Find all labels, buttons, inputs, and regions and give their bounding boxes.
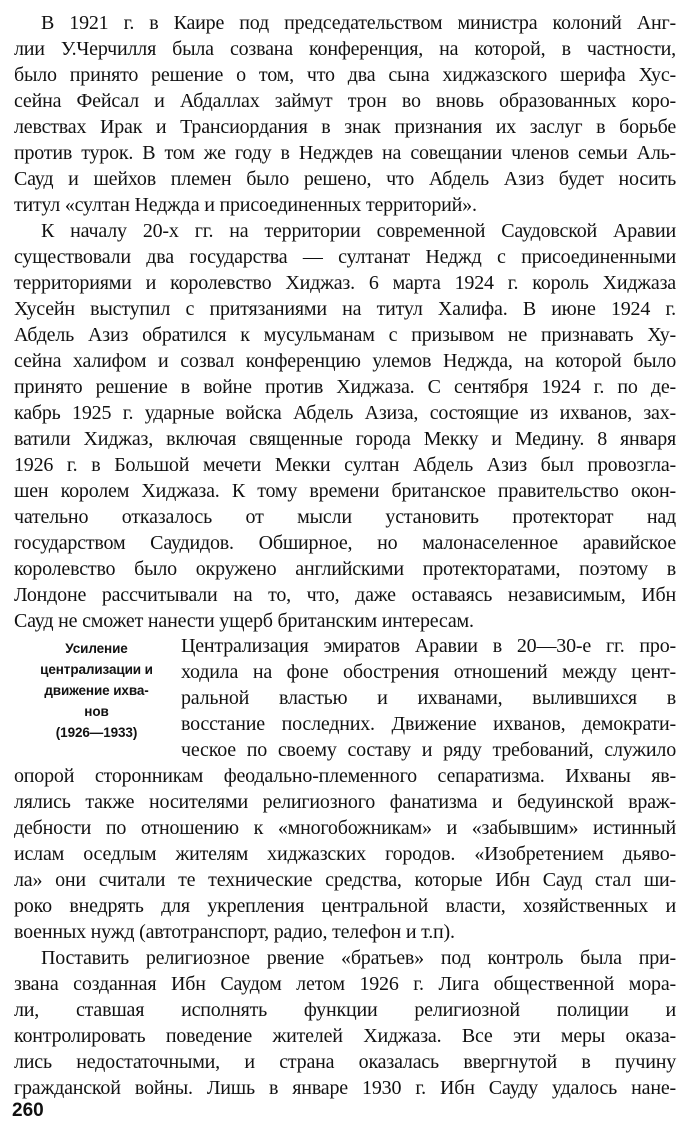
text-line: К началу 20-х гг. на территории современной Саудовской Аравии [41, 220, 676, 242]
text-line: существовали два государства — султанат Неджд с присоединенными [14, 246, 676, 268]
text-line: лись недостаточными, и страна оказалась ввергнутой в пучину [14, 1051, 676, 1073]
text-line: контролировать поведение жителей Хиджаза. Все эти меры оказа- [14, 1025, 676, 1047]
text-line: дебности по отношению к «многобожникам» и «забывшим» истинный [14, 817, 676, 839]
text-line: звана созданная Ибн Саудом летом 1926 г. Лига общественной мора- [14, 973, 676, 995]
text-line: ческое по своему составу и ряду требований, служило [181, 739, 676, 761]
text-line: опорой сторонникам феодально-племенного сепаратизма. Ихваны яв- [14, 765, 676, 787]
text-line: ли, ставшая исполнять функции религиозной полиции и [14, 999, 676, 1021]
text-line: ходила на фоне обострения отношений между цент- [181, 661, 676, 683]
text-line: принято решение в войне против Хиджаза. С сентября 1924 г. по де- [14, 376, 676, 398]
text-line: шен королем Хиджаза. К тому времени британское правительство окон- [14, 480, 676, 502]
text-line: было принято решение о том, что два сына хиджазского шерифа Хус- [14, 64, 676, 86]
text-line: лялись также носителями религиозного фанатизма и бедуинской враж- [14, 791, 676, 813]
text-line: ислам оседлым жителям хиджазских городов. «Изобретением дьяво- [14, 843, 676, 865]
text-line: Сауд и шейхов племен было решено, что Абдель Азиз будет носить [14, 168, 676, 190]
text-line: Поставить религиозное рвение «братьев» под контроль была при- [41, 947, 676, 969]
page-number: 260 [12, 1100, 44, 1121]
text-line: титул «султан Неджда и присоединенных территорий». [14, 194, 477, 216]
text-line: Централизация эмиратов Аравии в 20—30-е гг. про- [181, 635, 676, 657]
text-line: роко внедрять для укрепления центральной власти, хозяйственных и [14, 895, 676, 917]
text-line: сейна халифом и созвал конференцию улемов Неджда, на которой было [14, 350, 676, 372]
sidebar-heading: Усиление централизации и движение ихва- нов (1926—1933) [40, 641, 153, 740]
text-line: ватили Хиджаз, включая священные города Мекку и Медину. 8 января [14, 428, 676, 450]
text-line: гражданской войны. Лишь в январе 1930 г. Ибн Сауду удалось нане- [14, 1077, 676, 1099]
text-line: чательно отказалось от мысли установить протекторат над [14, 506, 676, 528]
text-line: лии У.Черчилля была созвана конференция, на которой, в частности, [14, 38, 676, 60]
text-line: В 1921 г. в Каире под председательством министра колоний Анг- [41, 12, 676, 34]
text-line: Абдель Азиз обратился к мусульманам с призывом не признавать Ху- [14, 324, 676, 346]
text-line: 1926 г. в Большой мечети Мекки султан Абдель Азиз был провозгла- [14, 454, 676, 476]
text-line: Хусейн выступил с притязаниями на титул Халифа. В июне 1924 г. [14, 298, 676, 320]
text-line: Сауд не сможет нанести ущерб британским интересам. [14, 610, 474, 632]
text-line: сейна Фейсал и Абдаллах займут трон во вновь образованных коро- [14, 90, 676, 112]
text-line: государством Саудидов. Обширное, но малонаселенное аравийское [14, 532, 676, 554]
text-line: ральной властью и ихванами, вылившихся в [181, 687, 676, 709]
text-line: королевство было окружено английскими протекторатами, поэтому в [14, 558, 676, 580]
text-line: военных нужд (автотранспорт, радио, телефон и т.п). [14, 921, 455, 943]
text-line: кабрь 1925 г. ударные войска Абдель Азиза, состоящие из ихванов, зах- [14, 402, 676, 424]
text-line: ла» они считали те технические средства, которые Ибн Сауд стал ши- [14, 869, 676, 891]
text-line: Лондоне рассчитывали на то, что, даже оставаясь независимым, Ибн [14, 584, 676, 606]
text-line: территориями и королевство Хиджаз. 6 марта 1924 г. король Хиджаза [14, 272, 676, 294]
text-line: против турок. В том же году в Недждев на совещании членов семьи Аль- [14, 142, 676, 164]
text-line: левствах Ирак и Трансиордания в знак признания их заслуг в борьбе [14, 116, 676, 138]
text-line: восстание последних. Движение ихванов, демократи- [181, 713, 676, 735]
